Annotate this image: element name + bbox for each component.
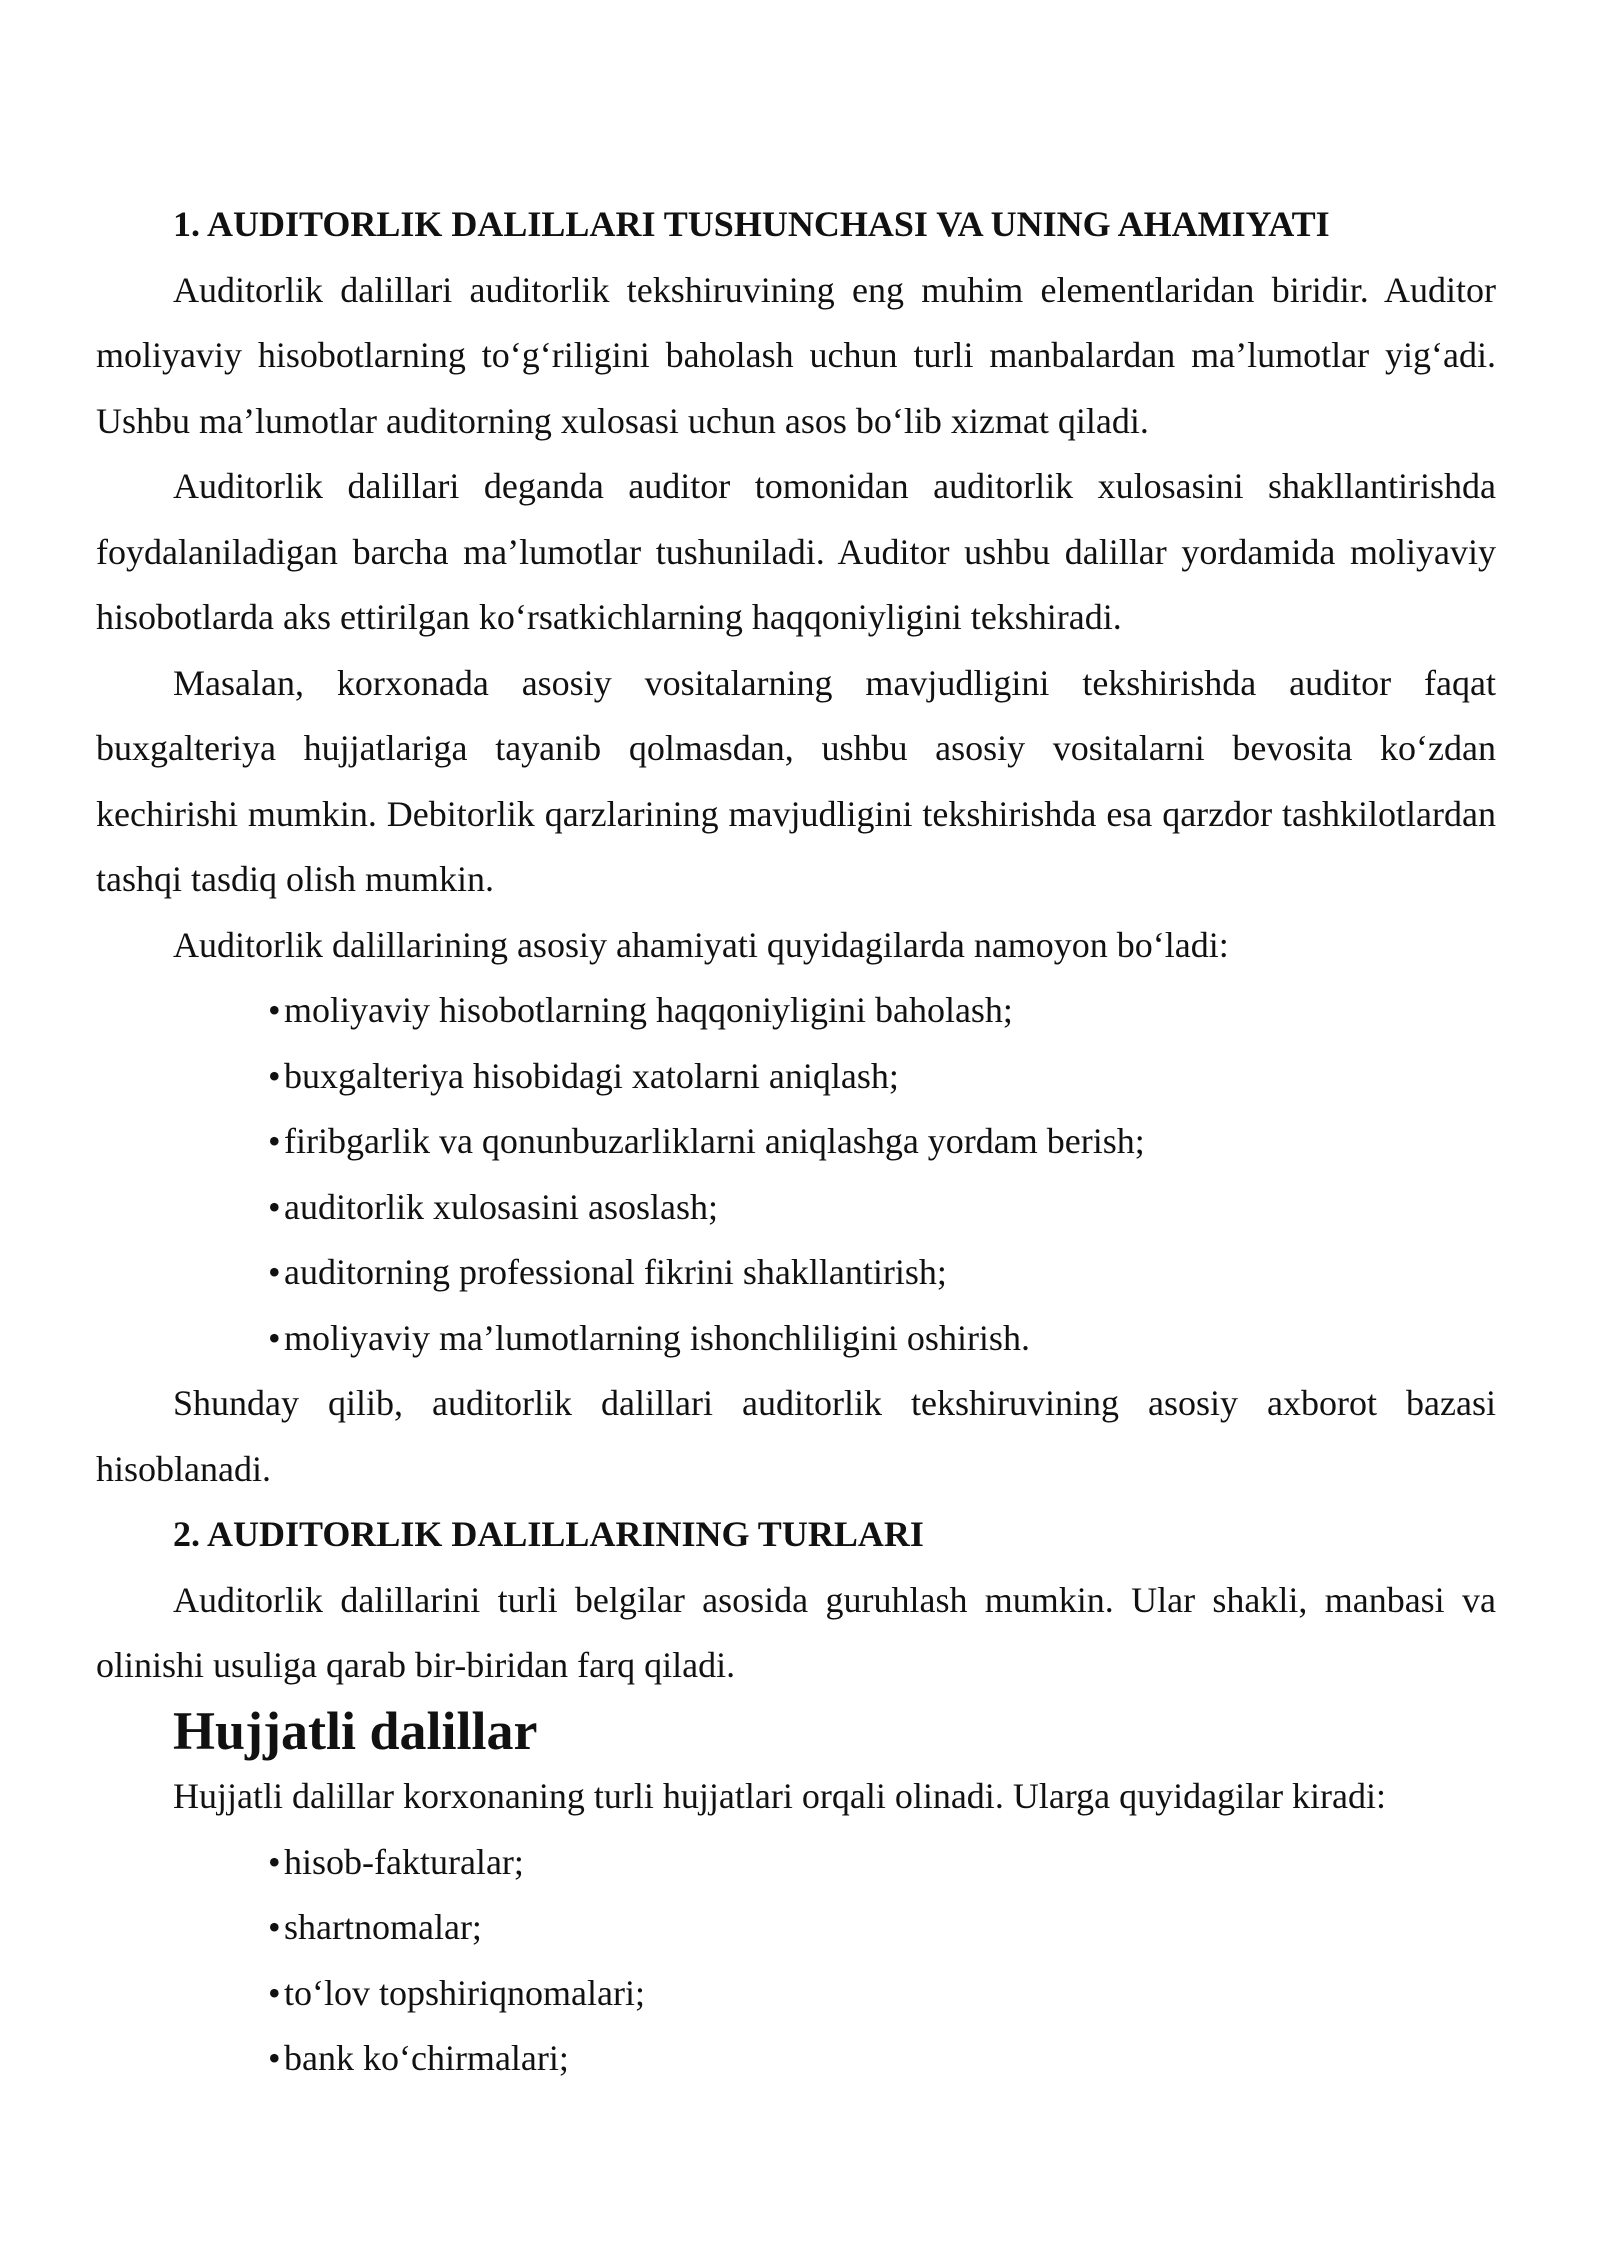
bullet-icon: •	[268, 1907, 281, 1947]
section-2-subheading: Hujjatli dalillar	[173, 1700, 538, 1761]
bullet-icon: •	[268, 2038, 281, 2078]
list-item: • auditorlik xulosasini asoslash;	[96, 1175, 1496, 1241]
section-1-paragraph-2: Auditorlik dalillari deganda auditor tomonidan auditorlik xulosasini shakllantirishda foydalaniladigan barcha ma’lumotlar tushuniladi. Auditor ushbu dalillar yordamida moliyaviy hisobotlarda aks ettirilgan ko‘rsatkichlarning haqqoniyligini tekshiradi.	[96, 466, 1496, 637]
section-1-bullet-list	[96, 978, 1496, 1371]
list-item: • auditorning professional fikrini shakllantirish;	[96, 1240, 1496, 1306]
bullet-icon: •	[268, 1841, 281, 1882]
section-1-paragraph-4: Auditorlik dalillarining asosiy ahamiyati quyidagilarda namoyon bo‘ladi:	[173, 924, 1229, 965]
list-item: • moliyaviy hisobotlarning haqqoniyligini baholash;	[96, 978, 1496, 1044]
bullet-icon: •	[268, 1252, 281, 1292]
section-2-sub-intro: Hujjatli dalillar korxonaning turli hujjatlari orqali olinadi. Ularga quyidagilar kiradi:	[173, 1776, 1387, 1816]
bullet-icon: •	[268, 1186, 281, 1227]
section-1-closing: Shunday qilib, auditorlik dalillari auditorlik tekshiruvining asosiy axborot bazasi hisoblanadi.	[96, 1383, 1496, 1489]
bullet-icon: •	[268, 1972, 281, 2013]
document-page	[96, 192, 1496, 2092]
section-1-paragraph-1: Auditorlik dalillari auditorlik tekshiruvining eng muhim elementlaridan biridir. Auditor moliyaviy hisobotlarning to‘g‘riligini baholash uchun turli manbalardan ma’lumotlar yig‘adi. Ushbu ma’lumotlar auditorning xulosasi uchun asos bo‘lib xizmat qiladi.	[96, 269, 1496, 441]
list-item: • moliyaviy ma’lumotlarning ishonchliligini oshirish.	[96, 1306, 1496, 1372]
section-2-heading: 2. AUDITORLIK DALILLARINING TURLARI	[173, 1514, 924, 1554]
bullet-icon: •	[268, 1317, 281, 1358]
list-item: • to‘lov topshiriqnomalari;	[96, 1961, 1496, 2027]
list-item: • shartnomalar;	[96, 1895, 1496, 1961]
section-2-bullet-list	[96, 1830, 1496, 2092]
bullet-icon: •	[268, 1121, 281, 1161]
bullet-icon: •	[268, 1055, 281, 1096]
list-item: • firibgarlik va qonunbuzarliklarni aniqlashga yordam berish;	[96, 1109, 1496, 1175]
list-item: • hisob-fakturalar;	[96, 1830, 1496, 1896]
list-item: • bank ko‘chirmalari;	[96, 2026, 1496, 2092]
section-1-paragraph-3: Masalan, korxonada asosiy vositalarning mavjudligini tekshirishda auditor faqat buxgalteriya hujjatlariga tayanib qolmasdan, ushbu asosiy vositalarni bevosita ko‘zdan kechirishi mumkin. Debitorlik qarzlarining mavjudligini tekshirishda esa qarzdor tashkilotlardan tashqi tasdiq olish mumkin.	[96, 662, 1496, 899]
list-item: • buxgalteriya hisobidagi xatolarni aniqlash;	[96, 1044, 1496, 1110]
section-2-intro: Auditorlik dalillarini turli belgilar asosida guruhlash mumkin. Ular shakli, manbasi va olinishi usuliga qarab bir-biridan farq qiladi.	[96, 1579, 1496, 1685]
bullet-icon: •	[268, 990, 281, 1030]
section-1-heading: 1. AUDITORLIK DALILLARI TUSHUNCHASI VA UNING AHAMIYATI	[173, 204, 1330, 244]
